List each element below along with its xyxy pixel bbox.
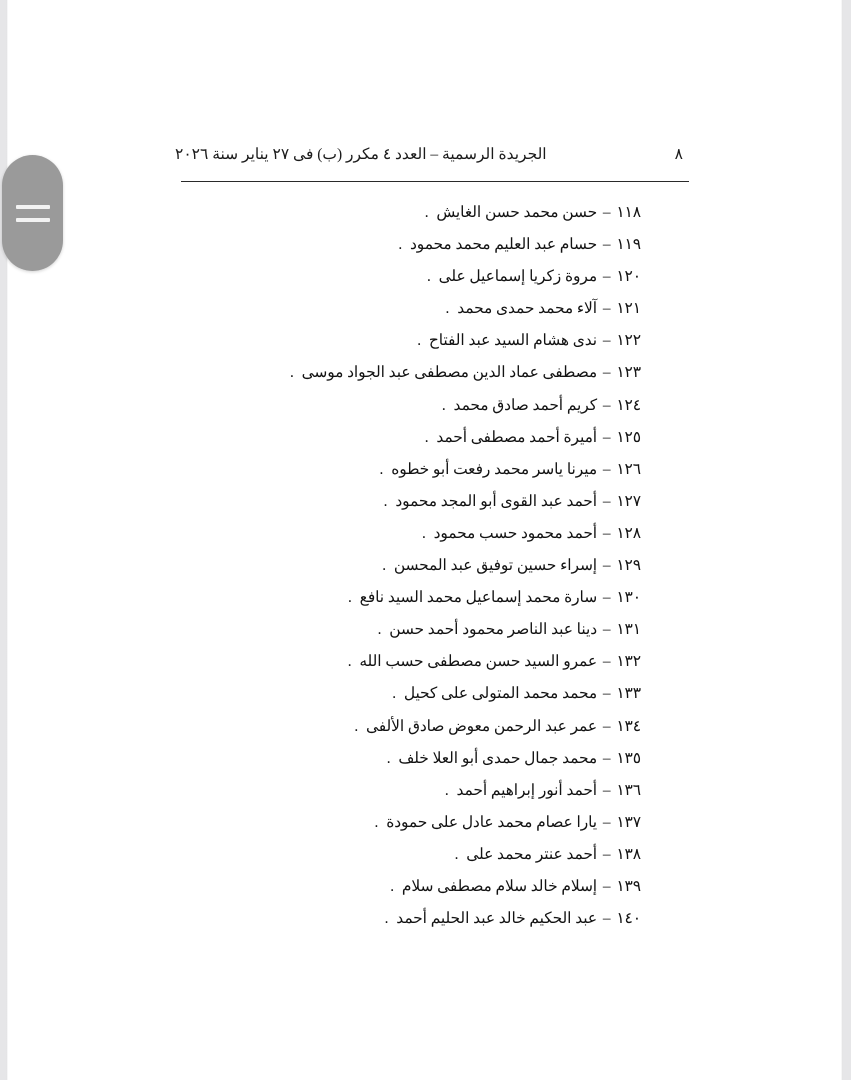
- list-item: [121, 518, 641, 550]
- entry-number: ١٣١: [616, 621, 641, 639]
- entry-number: ١١٩: [616, 236, 641, 254]
- entry-separator: –: [602, 364, 611, 382]
- entry-number: ١٢٧: [616, 492, 641, 510]
- entry-number: ١٢٤: [616, 396, 641, 414]
- entry-separator: –: [602, 589, 611, 607]
- list-item: [121, 903, 641, 935]
- menu-handle-button[interactable]: [2, 155, 63, 271]
- list-item: [121, 775, 641, 807]
- entry-name: محمد جمال حمدى أبو العلا خلف: [398, 749, 598, 767]
- entry-number: ١٣٦: [616, 781, 641, 799]
- entry-number: ١٣٠: [616, 589, 641, 607]
- entry-terminator: .: [379, 460, 384, 478]
- hamburger-bar-icon: [16, 205, 50, 209]
- entry-name: مصطفى عماد الدين مصطفى عبد الجواد موسى: [301, 364, 598, 382]
- entry-separator: –: [602, 653, 611, 671]
- entry-name: أحمد أنور إبراهيم أحمد: [456, 781, 598, 799]
- entry-terminator: .: [354, 717, 359, 735]
- entry-name: دينا عبد الناصر محمود أحمد حسن: [389, 621, 598, 639]
- entry-terminator: .: [445, 300, 450, 318]
- entry-name: أحمد محمود حسب محمود: [433, 524, 598, 542]
- entry-terminator: .: [426, 268, 431, 286]
- list-item: [121, 197, 641, 229]
- entry-separator: –: [602, 845, 611, 863]
- entry-name: آلاء محمد حمدى محمد: [457, 300, 598, 318]
- entry-separator: –: [602, 717, 611, 735]
- entry-number: ١٣٩: [616, 877, 641, 895]
- entry-name: أحمد عنتر محمد على: [466, 845, 598, 863]
- entry-terminator: .: [386, 749, 391, 767]
- page-number: ٨: [674, 145, 683, 163]
- entry-number: ١٢٨: [616, 524, 641, 542]
- list-item: [121, 743, 641, 775]
- list-item: [121, 871, 641, 903]
- entry-terminator: .: [390, 877, 395, 895]
- entry-terminator: .: [392, 685, 397, 703]
- entry-number: ١٣٨: [616, 845, 641, 863]
- entry-name: عمر عبد الرحمن معوض صادق الألفى: [366, 717, 598, 735]
- entry-separator: –: [602, 204, 611, 221]
- entry-name: مروة زكريا إسماعيل على: [438, 268, 598, 286]
- entry-name: أحمد عبد القوى أبو المجد محمود: [395, 492, 598, 510]
- entry-number: ١٣٧: [616, 813, 641, 831]
- list-item: [121, 807, 641, 839]
- document-page: [6, 0, 843, 1080]
- entry-name: يارا عصام محمد عادل على حمودة: [386, 813, 598, 831]
- entry-terminator: .: [441, 396, 446, 414]
- entry-number: ١٢٥: [616, 428, 641, 446]
- entry-separator: –: [602, 557, 611, 575]
- entry-number: ١١٨: [616, 204, 641, 221]
- entry-separator: –: [602, 781, 611, 799]
- entry-terminator: .: [424, 428, 429, 446]
- entry-number: ١٤٠: [616, 910, 641, 928]
- hamburger-bar-icon: [16, 218, 50, 222]
- list-item: [121, 839, 641, 871]
- entry-separator: –: [602, 300, 611, 318]
- entry-separator: –: [602, 268, 611, 286]
- entry-terminator: .: [382, 557, 387, 575]
- gazette-header-title: الجريدة الرسمية – العدد ٤ مكرر (ب) فى ٢٧ يناير سنة ٢٠٢٦: [175, 145, 547, 163]
- entry-name: حسن محمد حسن الغايش: [436, 204, 598, 221]
- entry-separator: –: [602, 460, 611, 478]
- entry-number: ١٢٢: [616, 332, 641, 350]
- entry-separator: –: [602, 396, 611, 414]
- list-item: [121, 646, 641, 678]
- list-item: [121, 229, 641, 261]
- entry-separator: –: [602, 621, 611, 639]
- entry-name: أميرة أحمد مصطفى أحمد: [436, 428, 598, 446]
- entry-number: ١٢٩: [616, 557, 641, 575]
- entry-number: ١٣٣: [616, 685, 641, 703]
- entry-name: إسلام خالد سلام مصطفى سلام: [401, 877, 598, 895]
- entry-name: كريم أحمد صادق محمد: [453, 396, 598, 414]
- list-item: [121, 678, 641, 710]
- entry-separator: –: [602, 877, 611, 895]
- list-item: [121, 711, 641, 743]
- entry-terminator: .: [421, 524, 426, 542]
- entry-number: ١٢١: [616, 300, 641, 318]
- entry-separator: –: [602, 492, 611, 510]
- entry-terminator: .: [374, 813, 379, 831]
- entry-separator: –: [602, 910, 611, 928]
- entry-number: ١٣٥: [616, 749, 641, 767]
- entry-number: ١٣٤: [616, 717, 641, 735]
- entry-number: ١٢٠: [616, 268, 641, 286]
- entry-number: ١٢٣: [616, 364, 641, 382]
- entry-name: حسام عبد العليم محمد محمود: [410, 236, 598, 254]
- entry-terminator: .: [347, 653, 352, 671]
- list-item: [121, 261, 641, 293]
- entry-terminator: .: [424, 204, 429, 221]
- numbered-name-list: [121, 197, 641, 935]
- entry-number: ١٣٢: [616, 653, 641, 671]
- entry-separator: –: [602, 749, 611, 767]
- entry-terminator: .: [348, 589, 352, 607]
- entry-number: ١٢٦: [616, 460, 641, 478]
- entry-separator: –: [602, 813, 611, 831]
- entry-terminator: .: [377, 621, 382, 639]
- entry-terminator: .: [417, 332, 422, 350]
- list-item: [121, 293, 641, 325]
- entry-separator: –: [602, 332, 611, 350]
- entry-terminator: .: [383, 492, 388, 510]
- entry-separator: –: [602, 428, 611, 446]
- entry-terminator: .: [289, 364, 294, 382]
- entry-terminator: .: [398, 236, 403, 254]
- list-item: [121, 325, 641, 357]
- list-item: [121, 357, 641, 389]
- entry-name: ندى هشام السيد عبد الفتاح: [428, 332, 598, 350]
- list-item: [121, 422, 641, 454]
- entry-name: عمرو السيد حسن مصطفى حسب الله: [359, 653, 598, 671]
- header-divider-rule: [181, 181, 689, 182]
- entry-separator: –: [602, 685, 611, 703]
- entry-separator: –: [602, 236, 611, 254]
- entry-terminator: .: [454, 845, 459, 863]
- entry-terminator: .: [444, 781, 449, 799]
- list-item: [121, 454, 641, 486]
- list-item: [121, 550, 641, 582]
- list-item: [121, 582, 641, 614]
- entry-name: سارة محمد إسماعيل محمد السيد نافع: [359, 589, 598, 607]
- list-item: [121, 614, 641, 646]
- entry-terminator: .: [384, 910, 389, 928]
- list-item: [121, 390, 641, 422]
- page-header: [175, 141, 683, 167]
- entry-name: ميرنا ياسر محمد رفعت أبو خطوه: [391, 460, 598, 478]
- entry-name: عبد الحكيم خالد عبد الحليم أحمد: [396, 910, 598, 928]
- entry-name: محمد محمد المتولى على كحيل: [403, 685, 598, 703]
- entry-name: إسراء حسين توفيق عبد المحسن: [393, 557, 598, 575]
- entry-separator: –: [602, 524, 611, 542]
- list-item: [121, 486, 641, 518]
